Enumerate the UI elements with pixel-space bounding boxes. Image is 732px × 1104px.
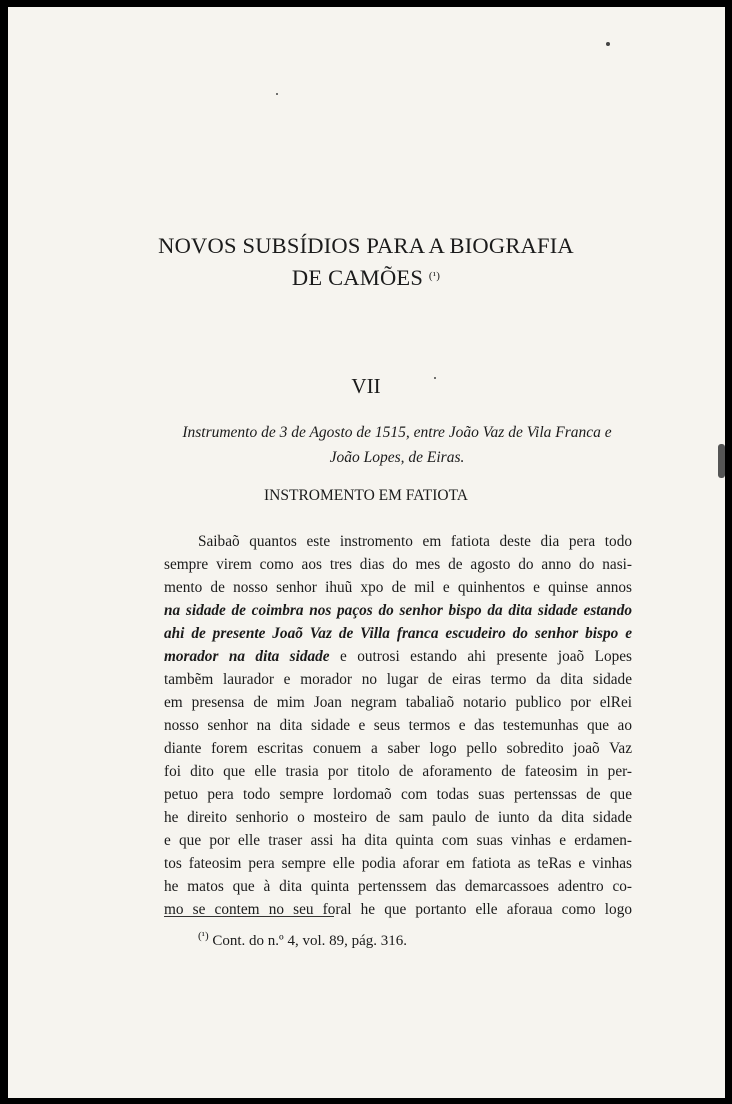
body-line: em presensa de mim Joan negram tabaliaõ notario publico por elRei — [164, 694, 632, 711]
section-number: VII — [351, 374, 381, 398]
title-footnote-marker: (¹) — [428, 270, 441, 282]
scan-speck — [606, 42, 610, 46]
article-title-line-1: NOVOS SUBSÍDIOS PARA A BIOGRAFIA — [158, 233, 574, 258]
body-line: Saibaõ quantos este instromento em fatiota deste dia pera todo — [198, 533, 632, 550]
article-title-text: DE CAMÕES — [291, 265, 429, 290]
body-line: tambẽm laurador e morador no lugar de eiras termo da dita sidade — [164, 671, 632, 688]
emphasis-text: ahi de presente Joaõ Vaz de Villa franca escudeiro do senhor bispo e — [164, 625, 632, 642]
body-line: sempre virem como aos tres dias do mes de agosto do anno do nasi- — [164, 556, 632, 573]
body-text: e outrosi estando ahi presente joaõ Lopes — [329, 648, 632, 665]
body-line — [164, 623, 632, 644]
document-subheading: INSTROMENTO EM FATIOTA — [264, 487, 468, 504]
footnote-marker: (¹) — [198, 930, 209, 942]
emphasis-text: morador na dita sidade — [164, 648, 330, 665]
body-line: mento de nosso senhor ihuũ xpo de mil e quinhentos e quinse annos — [164, 579, 632, 596]
footnote-text: Cont. do n.º 4, vol. 89, pág. 316. — [208, 933, 408, 949]
document-description-line-2: João Lopes, de Eiras. — [329, 449, 465, 466]
body-line: diante forem escritas conuem a saber logo pello sobredito joaõ Vaz — [164, 740, 632, 757]
body-line: nosso senhor na dita sidade e seus termos e das testemunhas que ao — [164, 717, 632, 734]
body-line — [164, 646, 632, 667]
emphasis-text: na sidade de coimbra nos paços do senhor bispo da dita sidade estando — [164, 602, 632, 619]
body-line: tos fateosim pera sempre elle podia aforar em fatiota as teRas e vinhas — [164, 855, 632, 872]
body-line: e que por elle traser assi ha dita quinta com suas vinhas e erdamen- — [164, 832, 632, 849]
body-line: he direito senhorio o mosteiro de sam paulo de iunto da dita sidade — [164, 809, 632, 826]
footnote — [198, 930, 407, 950]
body-line: foi dito que elle trasia por titolo de aforamento de fateosim in per- — [164, 763, 632, 780]
article-title-line-2 — [0, 262, 732, 292]
body-line: mo se contem no seu foral he que portanto elle aforaua como logo — [164, 901, 632, 918]
body-line: petuo pera todo sempre lordomaõ com todas suas pertenssas de que — [164, 786, 632, 803]
document-description-line-1: Instrumento de 3 de Agosto de 1515, entre João Vaz de Vila Franca e — [182, 424, 612, 441]
scan-speck — [276, 93, 278, 95]
binding-mark — [718, 444, 725, 478]
body-line: he matos que à dita quinta pertenssem das demarcassoes adentro co- — [164, 878, 632, 895]
body-line — [164, 600, 632, 621]
footnote-separator — [164, 916, 334, 917]
